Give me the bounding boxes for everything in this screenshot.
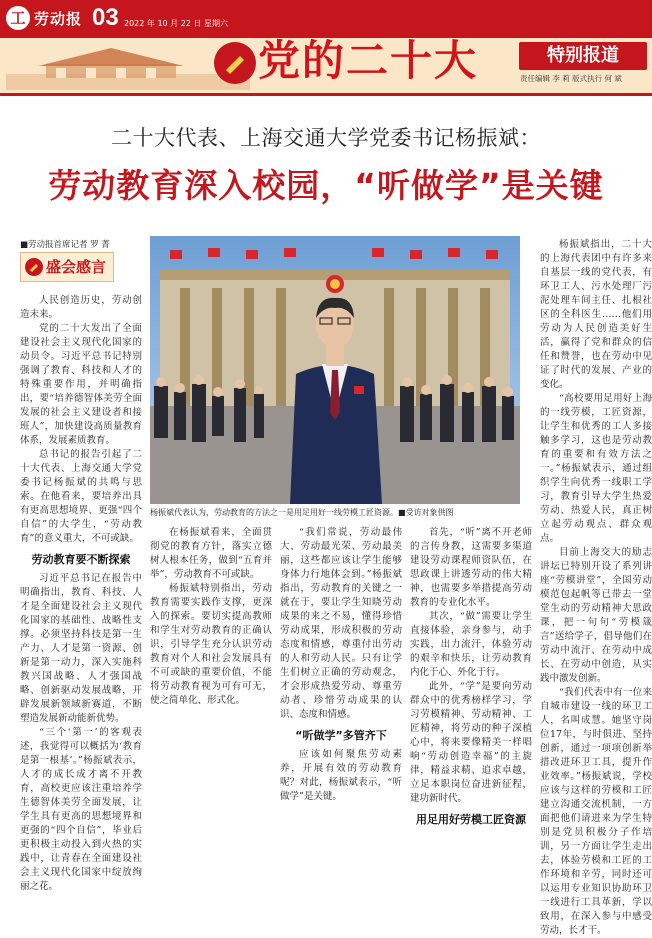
paragraph: 人民创造历史，劳动创造未来。 xyxy=(20,295,142,320)
paragraph: 此外，“学”是要向劳动群众中的优秀榜样学习，学习劳模精神、劳动精神、工匠精神，将劳动的种子深植心中，将来要像精美一样唱响“劳动创造幸福”的主旋律，精益求精、追求卓越，立足本职岗位奋进新征程，建功新时代。 xyxy=(410,681,532,804)
paragraph: 党的二十大发出了全面建设社会主义现代化国家的动员令。习近平总书记特别强调了教育、科技和人才的特殊重要作用，并明确指出，要“培养德智体美劳全面发展的社会主义建设者和接班人”，加快建设高质量教育体系，发展素质教育。 xyxy=(20,323,142,446)
paragraph: 其次，“做”需要让学生直接体验，亲身参与，动手实践，出力流汗，体验劳动的艰辛和快乐，让劳动教育内化于心、外化于行。 xyxy=(410,611,532,678)
paragraph: “高校要用足用好上海的一线劳模，工匠资源，让学生和优秀的工人多接触多学习，这也是劳动教育的重要和有效方法之一。”杨振斌表示，通过组织学生向优秀一线职工学习，教育引导大学生热爱劳动、热爱人民，真正树立起劳动观点、群众观点。 xyxy=(540,393,652,544)
section-title: 党的二十大 xyxy=(258,36,479,85)
issue-date: 2022 年 10 月 22 日 星期六 xyxy=(124,19,228,28)
paragraph: 杨振斌指出，二十大的上海代表团中有许多来自基层一线的党代表，有环卫工人、污水处理厂污泥处理车间主任、扎根社区的全科医生……他们用劳动为人民创造美好生活，赢得了党和群众的信任和赞誉，也在劳动中见证了时代的发展、产业的变化。 xyxy=(540,239,652,390)
paragraph: 目前上海交大的励志讲坛已特别开设了系列讲座“劳模讲堂”，全国劳动模范包起帆等已带去一堂堂生动的劳动精神大思政课，把一句句“劳模箴言”送给学子，倡导他们在劳动中流汗、在劳动中成长、在劳动中创造，从实践中激发创新。 xyxy=(540,547,652,684)
paragraph: “三个‘第一’的客观表述，我觉得可以概括为‘教育是第一根基’。”杨振斌表示，人才的成长成才离不开教育，高校更应该注重培养学生德智体美劳全面发展，让学生具有更高的思想境界和更强的“四个自信”，毕业后更积极主动投入到火热的实践中，让青春在全面建设社会主义现代化国家中绽放绚丽之花。 xyxy=(20,727,142,892)
column-badge xyxy=(20,252,114,282)
headline-kicker: 二十大代表、上海交通大学党委书记杨振斌： xyxy=(111,126,541,150)
newspaper-logo-icon: 工 xyxy=(6,6,30,30)
photo-caption: 杨振斌代表认为，劳动教育的方法之一是用足用好一线劳模工匠资源。■受访对象供图 xyxy=(150,508,454,517)
article-column-4 xyxy=(410,526,532,826)
paragraph: 首先，“听”离不开老师的言传身教，这需要多渠道建设劳动课程师资队伍，在思政课上讲透劳动的伟大精神，也需要多举措提高劳动教育的专业化水平。 xyxy=(410,527,532,608)
headline-main: 劳动教育深入校园，“听做学”是关键 xyxy=(48,166,604,205)
great-hall-photo-illustration xyxy=(150,236,520,504)
paragraph: 杨振斌特别指出，劳动教育需要实践作支撑，更深入的探索。要切实提高教师和学生对劳动教育的正确认识，引导学生充分认识劳动教育对个人和社会发展具有不可或缺的重要价值，不能将劳动教育视为可有可无，使之简单化、形式化。 xyxy=(150,583,272,706)
column-badge-label: 盛会感言 xyxy=(46,258,107,276)
page-header xyxy=(0,0,652,96)
byline: ■劳动报首席记者 罗 菁 xyxy=(20,240,110,250)
paragraph: 总书记的报告引起了二十大代表、上海交通大学党委书记杨振斌的共鸣与思索。在他看来，要培养出具有更高思想境界、更强“四个自信”的大学生，“劳动教育”的意义重大，不可或缺。 xyxy=(20,449,142,544)
party-emblem-icon xyxy=(212,40,258,86)
paragraph: 应该如何聚焦劳动素养，开展有效的劳动教育呢？对此，杨振斌表示，“听做学”是关键。 xyxy=(280,749,402,802)
article-column-3 xyxy=(280,526,402,802)
paragraph: 在杨振斌看来，全面贯彻党的教育方针，落实立德树人根本任务，做到“五育并举”，劳动教育不可或缺。 xyxy=(150,527,272,580)
section-heading: 用足用好劳模工匠资源 xyxy=(416,813,526,826)
paragraph: “我们代表中有一位来自城市建设一线的环卫工人，名叫成慧。她坚守岗位17年，与时俱进、坚持创新，通过一项项创新举措改进环卫工具，提升作业效率。”杨振斌说，学校应该与这样的劳模和工匠建立沟通交流机制，一方面把他们请进来为学生特别是党员积极分子作培训，另一方面让学生走出去，体验劳模和工匠的工作环境和辛劳，同时还可以运用专业知识协助环卫一线进行工具革新，学以致用，在深入参与中感受劳动，长才干。 xyxy=(540,687,652,936)
article-column-5 xyxy=(540,238,652,936)
special-report-badge: 特别报道 xyxy=(519,42,647,70)
paragraph: “我们常说，劳动最伟大、劳动最光荣、劳动最美丽，这些都应该让学生能够身体力行地体会到。”杨振斌指出，劳动教育的关键之一就在于，要让学生知晓劳动成果的来之不易，懂得珍惜劳动成果，形成积极的劳动态度和情感，尊重付出劳动的人和劳动人民。只有让学生们树立正确的劳动观念，才会形成热爱劳动、尊重劳动者、珍惜劳动成果的认识、态度和情感。 xyxy=(280,527,402,720)
party-emblem-small-icon xyxy=(24,257,44,277)
article-column-2 xyxy=(150,526,272,766)
paragraph: 习近平总书记在报告中明确指出，教育、科技、人才是全面建设社会主义现代化国家的基础性、战略性支撑。必须坚持科技是第一生产力、人才是第一资源、创新是第一动力，深入实施科教兴国战略、人才强国战略、创新驱动发展战略，开辟发展新领域新赛道，不断塑造发展新动能新优势。 xyxy=(20,573,142,724)
article-column-1 xyxy=(20,294,142,892)
newspaper-name: 劳动报 xyxy=(34,10,83,28)
article-photo xyxy=(150,236,520,504)
page-number: 03 xyxy=(92,4,119,31)
section-heading: “听做学”多管齐下 xyxy=(295,729,387,742)
section-heading: 劳动教育要不断探索 xyxy=(31,553,131,566)
editor-credits: 责任编辑 李 莉 版式执行 何 斌 xyxy=(520,74,622,83)
